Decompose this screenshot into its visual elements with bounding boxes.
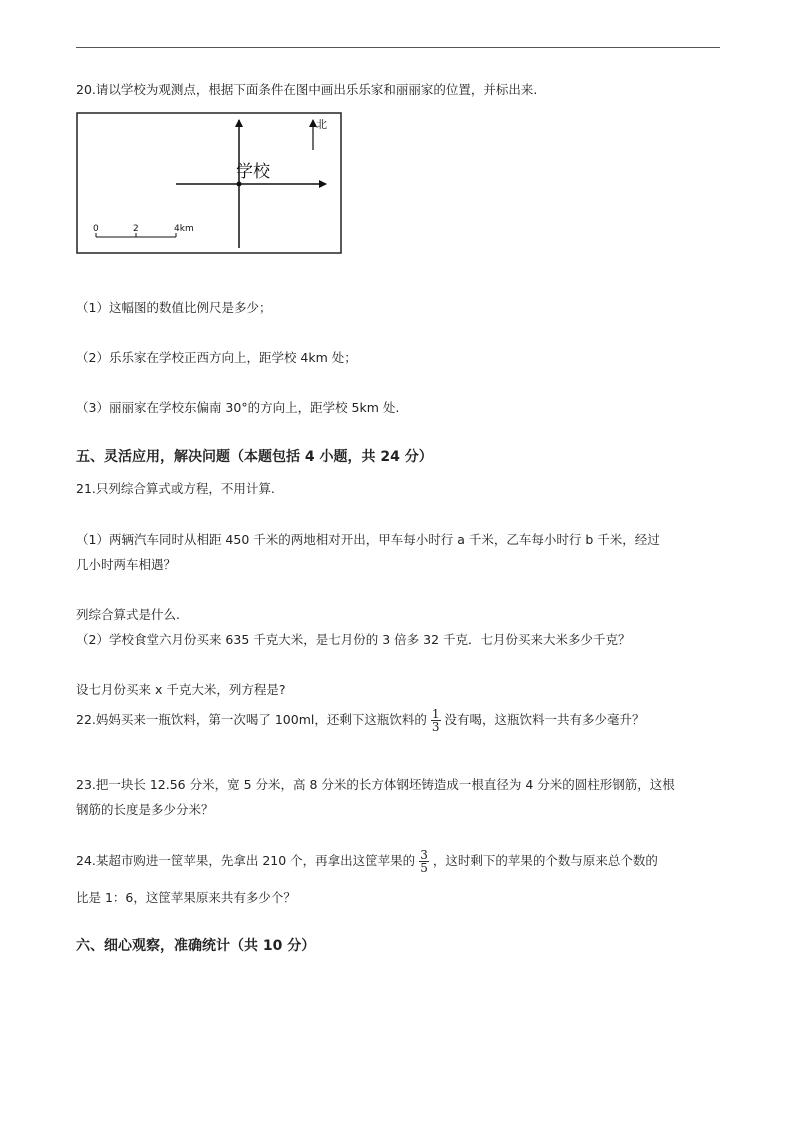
q24-line1 [76, 846, 658, 876]
school-point [237, 182, 242, 187]
q23-line1: 23.把一块长 12.56 分米，宽 5 分米，高 8 分米的长方体钢坯铸造成一根直径为 4 分米的圆柱形钢筋，这根 [76, 777, 675, 792]
q20-title: 20.请以学校为观测点，根据下面条件在图中画出乐乐家和丽丽家的位置，并标出来. [76, 82, 538, 97]
section6-heading: 六、细心观察，准确统计（共 10 分） [76, 938, 316, 954]
q21-part1-line1: （1）两辆汽车同时从相距 450 千米的两地相对开出，甲车每小时行 a 千米，乙车每小时行 b 千米，经过 [76, 532, 660, 547]
q20-part1: （1）这幅图的数值比例尺是多少； [76, 300, 272, 315]
q24-text-before: 24.某超市购进一筐苹果，先拿出 210 个，再拿出这筐苹果的 [76, 853, 416, 868]
north-label: 北 [316, 118, 327, 131]
section5-heading: 五、灵活应用，解决问题（本题包括 4 小题，共 24 分） [76, 449, 433, 465]
scale-label-4km: 4km [174, 224, 194, 234]
q23-line2: 钢筋的长度是多少分米？ [76, 802, 214, 817]
q24-fraction [419, 849, 429, 874]
q20-part3: （3）丽丽家在学校东偏南 30°的方向上，距学校 5km 处. [76, 400, 400, 415]
q22-text-before: 22.妈妈买来一瓶饮料，第一次喝了 100ml，还剩下这瓶饮料的 [76, 712, 427, 727]
q24-fraction-numerator: 3 [420, 848, 428, 862]
header-rule [76, 47, 720, 48]
q21-title: 21.只列综合算式或方程，不用计算. [76, 481, 275, 496]
scale-label-2: 2 [133, 224, 139, 234]
map-frame [77, 113, 341, 253]
q22-fraction-denominator: 3 [431, 720, 440, 734]
q24-fraction-denominator: 5 [420, 861, 428, 875]
q24-text-after: ，这时剩下的苹果的个数与原来总个数的 [432, 853, 658, 868]
q21-part1-line2: 几小时两车相遇？ [76, 557, 177, 572]
q22-fraction-numerator: 1 [431, 707, 440, 721]
q21-part1-prompt: 列综合算式是什么. [76, 607, 180, 622]
q24-line2: 比是 1：6，这筐苹果原来共有多少个？ [76, 890, 296, 905]
q21-part2-prompt: 设七月份买来 x 千克大米，列方程是? [76, 682, 286, 697]
q20-part2: （2）乐乐家在学校正西方向上，距学校 4km 处； [76, 350, 357, 365]
q21-part2-line1: （2）学校食堂六月份买来 635 千克大米，是七月份的 3 倍多 32 千克．七月份买来大米多少千克？ [76, 632, 631, 647]
q22-text [76, 705, 645, 735]
school-label: 学校 [236, 162, 270, 182]
q20-map [76, 110, 344, 256]
q22-text-after: 没有喝，这瓶饮料一共有多少毫升？ [444, 712, 645, 727]
scale-label-0: 0 [93, 224, 99, 234]
q22-fraction [431, 708, 441, 733]
